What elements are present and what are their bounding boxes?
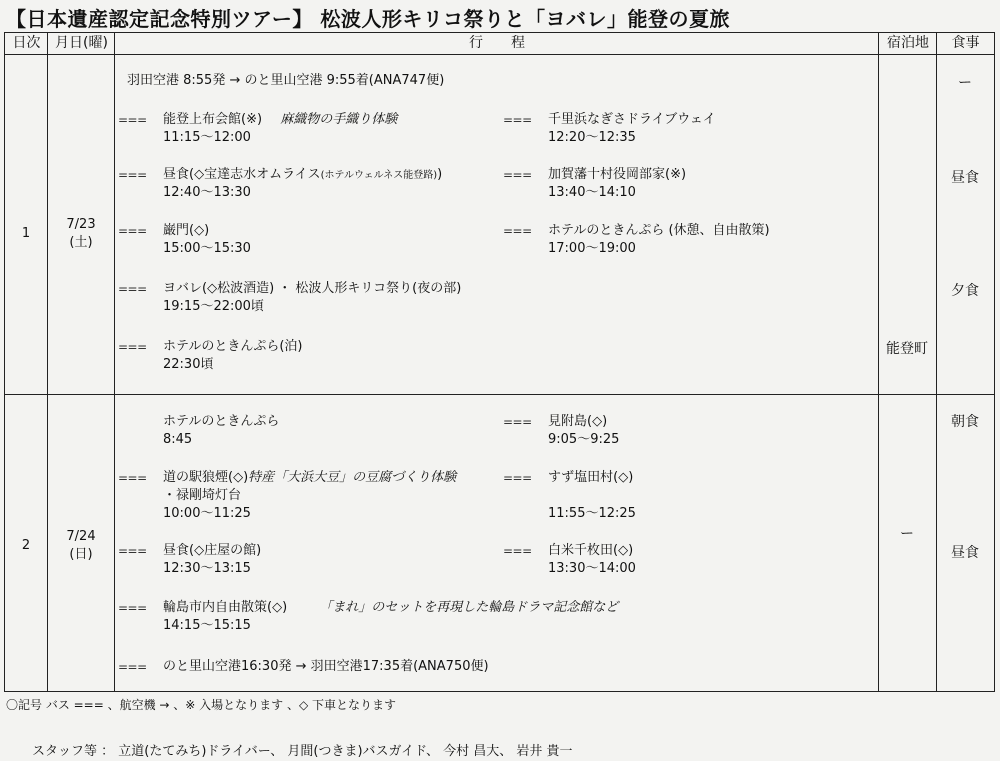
row-divider <box>5 394 994 395</box>
day1-date <box>48 216 114 252</box>
day1-stop1-label: 能登上布会館(※) <box>163 112 263 127</box>
day1-stop1-name <box>163 111 397 128</box>
header-date: 月日(曜) <box>55 35 108 51</box>
header-lodging: 宿泊地 <box>887 35 929 51</box>
day1-stop3-small: (ホテルウェルネス能登路) <box>320 170 438 181</box>
bus-mark: === <box>118 113 147 127</box>
day1-date-value: 7/23 <box>66 217 96 232</box>
day1-stop8-time: 22:30頃 <box>163 357 214 372</box>
bus-mark: === <box>118 224 147 238</box>
day1-lodging: 能登町 <box>886 341 928 357</box>
legend: 〇記号 バス === 、航空機 → 、※ 入場となります 、◇ 下車となります <box>6 698 397 712</box>
day1-stop3-name <box>163 166 442 184</box>
day2-stop4-name: すず塩田村(◇) <box>548 470 634 485</box>
bus-mark: === <box>118 601 147 615</box>
day2-stop1-name: ホテルのときんぷら <box>163 414 280 429</box>
day2-lodging: ー <box>900 526 914 542</box>
bus-mark: === <box>503 471 532 485</box>
day1-stop8-name: ホテルのときんぷら(泊) <box>163 339 303 354</box>
day2-stop8-name: のと里山空港16:30発 → 羽田空港17:35着(ANA750便) <box>163 659 489 674</box>
column-divider <box>936 33 937 691</box>
day1-stop1-time: 11:15～12:00 <box>163 130 251 145</box>
day2-stop7-time: 14:15～15:15 <box>163 618 251 633</box>
day2-stop7-name <box>163 599 618 616</box>
bus-mark: === <box>503 415 532 429</box>
column-divider <box>47 33 48 691</box>
bus-mark: === <box>118 282 147 296</box>
day1-breakfast: ー <box>958 75 972 91</box>
day1-stop5-time: 15:00～15:30 <box>163 241 251 256</box>
day2-date-value: 7/24 <box>66 529 96 544</box>
day1-stop3-close: ) <box>437 167 443 182</box>
day2-stop3-name <box>163 469 456 486</box>
day1-stop3-time: 12:40～13:30 <box>163 185 251 200</box>
day2-stop6-name: 白米千枚田(◇) <box>548 543 634 558</box>
day2-stop7-label: 輪島市内自由散策(◇) <box>163 600 288 615</box>
day1-flight: 羽田空港 8:55発 → のと里山空港 9:55着(ANA747便) <box>127 73 445 88</box>
day2-stop5-time: 12:30～13:15 <box>163 561 251 576</box>
bus-mark: === <box>118 660 147 674</box>
day2-stop5-name: 昼食(◇庄屋の館) <box>163 543 262 558</box>
day2-stop3-name2: ・禄剛埼灯台 <box>163 488 242 503</box>
day2-breakfast: 朝食 <box>951 414 979 430</box>
day2-stop1-time: 8:45 <box>163 432 193 447</box>
day1-stop2-name: 千里浜なぎさドライブウェイ <box>548 112 716 127</box>
bus-mark: === <box>118 544 147 558</box>
day2-stop3-time: 10:00～11:25 <box>163 506 251 521</box>
itinerary-table <box>4 32 995 692</box>
header-meals: 食事 <box>951 35 980 51</box>
day1-stop2-time: 12:20～12:35 <box>548 130 636 145</box>
day2-lunch: 昼食 <box>951 545 979 561</box>
day2-number: 2 <box>21 538 31 553</box>
header-day-no: 日次 <box>12 35 41 51</box>
bus-mark: === <box>503 113 532 127</box>
bus-mark: === <box>118 340 147 354</box>
day1-stop6-name: ホテルのときんぷら (休憩、自由散策) <box>548 223 770 238</box>
day2-date <box>48 528 114 564</box>
column-divider <box>114 33 115 691</box>
header-itinerary: 行 程 <box>469 35 525 51</box>
day2-stop7-note: 「まれ」のセットを再現した輪島ドラマ記念館など <box>319 600 619 615</box>
bus-mark: === <box>118 471 147 485</box>
page-title: 【日本遺産認定記念特別ツアー】 松波人形キリコ祭りと「ヨバレ」能登の夏旅 <box>6 7 730 31</box>
day1-stop4-time: 13:40～14:10 <box>548 185 636 200</box>
day2-stop2-name: 見附島(◇) <box>548 414 608 429</box>
day1-weekday: (土) <box>69 235 93 250</box>
table-header-row <box>5 33 994 55</box>
bus-mark: === <box>503 544 532 558</box>
day1-lunch: 昼食 <box>951 170 979 186</box>
day2-stop3-label: 道の駅狼煙(◇) <box>163 470 249 485</box>
staff-list: スタッフ等 ： 立道(たてみち)ドライバー、 月間(つきま)バスガイド、 今村 昌大、 岩井 貴一 <box>32 744 573 759</box>
day2-weekday: (日) <box>69 547 93 562</box>
day1-dinner: 夕食 <box>951 283 979 299</box>
bus-mark: === <box>503 168 532 182</box>
day1-stop6-time: 17:00～19:00 <box>548 241 636 256</box>
day2-stop6-time: 13:30～14:00 <box>548 561 636 576</box>
day1-stop4-name: 加賀藩十村役岡部家(※) <box>548 167 687 182</box>
day2-stop4-time: 11:55～12:25 <box>548 506 636 521</box>
day1-stop3-label: 昼食(◇宝達志水オムライス <box>163 167 321 182</box>
day1-stop1-note: 麻織物の手織り体験 <box>280 112 398 127</box>
column-divider <box>878 33 879 691</box>
day1-stop7-name: ヨバレ(◇松波酒造) ・ 松波人形キリコ祭り(夜の部) <box>163 281 462 296</box>
day1-stop7-time: 19:15～22:00頃 <box>163 299 264 314</box>
day1-number: 1 <box>21 226 31 241</box>
bus-mark: === <box>118 168 147 182</box>
day2-stop3-note: 特産「大浜大豆」の豆腐づくり体験 <box>248 470 457 485</box>
bus-mark: === <box>503 224 532 238</box>
day1-stop5-name: 巌門(◇) <box>163 223 210 238</box>
day2-stop2-time: 9:05～9:25 <box>548 432 620 447</box>
